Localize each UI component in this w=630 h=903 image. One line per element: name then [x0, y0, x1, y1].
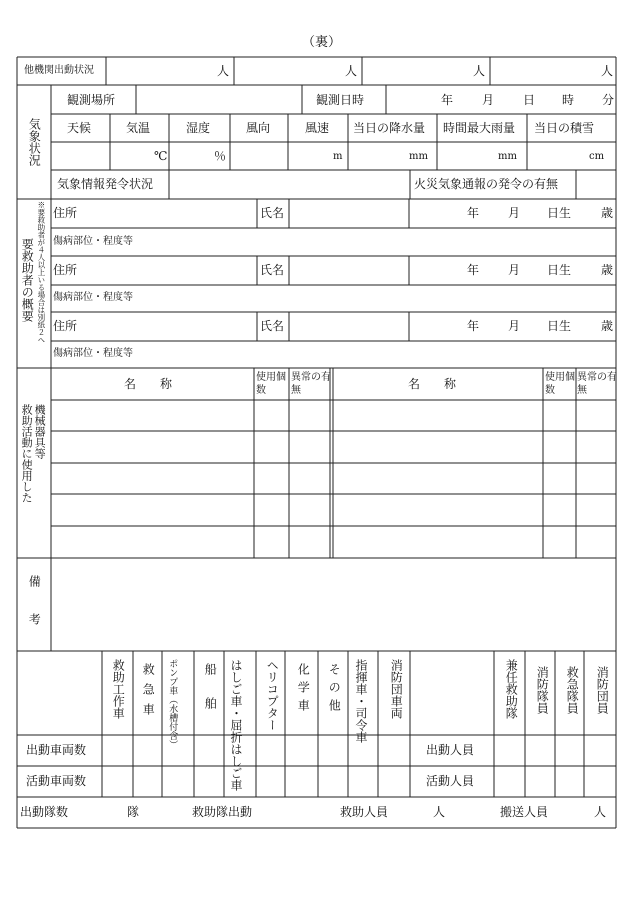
obs-year: 年	[441, 93, 454, 107]
vehicle-header-boat: 船舶	[203, 663, 218, 731]
equipment-section-label-2: 機械器具等	[33, 404, 47, 459]
equipment-count-header-left: 使用個数	[256, 372, 286, 396]
obs-datetime-label: 観測日時	[316, 93, 365, 107]
remarks-label: 備考	[27, 575, 42, 651]
staff-header-concurrent-rescue: 兼任救助隊	[504, 659, 519, 719]
rescuee-1-birth: 日生	[547, 206, 572, 220]
rescuee-3-age: 歳	[601, 319, 614, 333]
vehicle-header-other: その他	[327, 663, 342, 717]
rescuee-1-name-label: 氏名	[260, 206, 285, 220]
weather-section-label: 気象状況	[27, 118, 42, 166]
temp-unit: ℃	[154, 149, 168, 163]
rescuee-2-year: 年	[467, 263, 480, 277]
other-agency-unit-4: 人	[601, 64, 614, 78]
teams-unit: 隊	[127, 805, 140, 819]
rescuee-1-age: 歳	[601, 206, 614, 220]
other-agency-unit-1: 人	[217, 64, 230, 78]
rescuee-2-injury-label: 傷病部位・程度等	[53, 292, 133, 303]
rescuee-2-age: 歳	[601, 263, 614, 277]
teams-label: 出動隊数	[20, 805, 69, 819]
rescuee-1-injury-label: 傷病部位・程度等	[53, 236, 133, 247]
weather-info-label: 気象情報発令状況	[57, 177, 154, 191]
rescuee-3-year: 年	[467, 319, 480, 333]
obs-month: 月	[482, 93, 495, 107]
weather-header-snow: 当日の積雪	[534, 121, 595, 135]
rescued-label: 救助人員	[340, 805, 389, 819]
vehicle-header-rescue-truck: 救助工作車	[111, 659, 126, 719]
rescuee-2-birth: 日生	[547, 263, 572, 277]
weather-header-rain-max: 時間最大雨量	[443, 121, 516, 135]
weather-header-temp: 気温	[126, 121, 151, 135]
rescued-unit: 人	[433, 805, 446, 819]
fire-weather-label: 火災気象通報の発令の有無	[414, 177, 559, 191]
weather-header-rain-day: 当日の降水量	[353, 121, 426, 135]
obs-hour: 時	[562, 93, 575, 107]
active-vehicles-label: 活動車両数	[26, 774, 87, 788]
other-agency-unit-2: 人	[345, 64, 358, 78]
vehicle-header-command: 指揮車・司令車	[354, 659, 368, 743]
equipment-name-header-right: 名 称	[408, 377, 457, 391]
obs-minute: 分	[602, 93, 615, 107]
equipment-name-header-left: 名 称	[124, 377, 173, 391]
transported-unit: 人	[594, 805, 607, 819]
wind-unit: m	[333, 151, 343, 162]
other-agency-unit-3: 人	[473, 64, 486, 78]
equipment-anomaly-header-right: 異常の有無	[577, 372, 617, 396]
rescuee-2-address-label: 住所	[53, 263, 78, 277]
staff-header-brigade-staff: 消防団員	[595, 666, 610, 714]
equipment-anomaly-header-left: 異常の有無	[291, 372, 331, 396]
vehicle-header-helicopter: ヘリコプター	[265, 659, 280, 731]
rescuee-3-birth: 日生	[547, 319, 572, 333]
other-agency-label: 他機関出動状況	[24, 65, 94, 76]
vehicle-header-ambulance: 救急車	[141, 663, 156, 723]
staff-header-ambulance-staff: 救急隊員	[565, 666, 580, 714]
rescuee-3-address-label: 住所	[53, 319, 78, 333]
rescuee-2-name-label: 氏名	[260, 263, 285, 277]
rescuee-3-injury-label: 傷病部位・程度等	[53, 348, 133, 359]
obs-place-label: 観測場所	[67, 93, 116, 107]
rescuee-section-label: 要救助者の概要	[20, 238, 35, 322]
weather-header-weather: 天候	[67, 121, 92, 135]
rescue-dispatch-label: 救助隊出動	[192, 805, 253, 819]
active-staff-label: 活動人員	[426, 774, 475, 788]
weather-header-humidity: 湿度	[186, 121, 211, 135]
vehicle-header-pump: ポンプ車（水槽付含）	[167, 659, 178, 749]
snow-unit: cm	[589, 151, 605, 162]
dispatched-staff-label: 出動人員	[426, 743, 475, 757]
rescuee-1-month: 月	[508, 206, 521, 220]
rescuee-1-address-label: 住所	[53, 206, 78, 220]
rescuee-3-name-label: 氏名	[260, 319, 285, 333]
humidity-unit: ％	[214, 149, 227, 163]
rain-day-unit: mm	[409, 151, 428, 162]
transported-label: 搬送人員	[500, 805, 549, 819]
equipment-section-label: 救助活動に使用した	[20, 404, 34, 503]
weather-header-wind-dir: 風向	[246, 121, 271, 135]
rescuee-1-year: 年	[467, 206, 480, 220]
vehicle-header-fire-brigade: 消防団車両	[389, 659, 404, 719]
rescuee-3-month: 月	[508, 319, 521, 333]
vehicle-header-chemical: 化学車	[296, 663, 311, 717]
rescuee-2-month: 月	[508, 263, 521, 277]
dispatched-vehicles-label: 出動車両数	[26, 743, 87, 757]
equipment-count-header-right: 使用個数	[545, 372, 575, 396]
staff-header-fire-staff: 消防隊員	[535, 666, 550, 714]
obs-day: 日	[523, 93, 536, 107]
page-title: （裏）	[302, 35, 342, 50]
rescuee-note: ※要救助者が４人以上いる場合は別紙２へ	[36, 201, 46, 344]
weather-header-wind-speed: 風速	[305, 121, 330, 135]
rain-max-unit: mm	[498, 151, 517, 162]
vehicle-header-ladder: はしご車・屈折はしご車	[229, 659, 243, 791]
